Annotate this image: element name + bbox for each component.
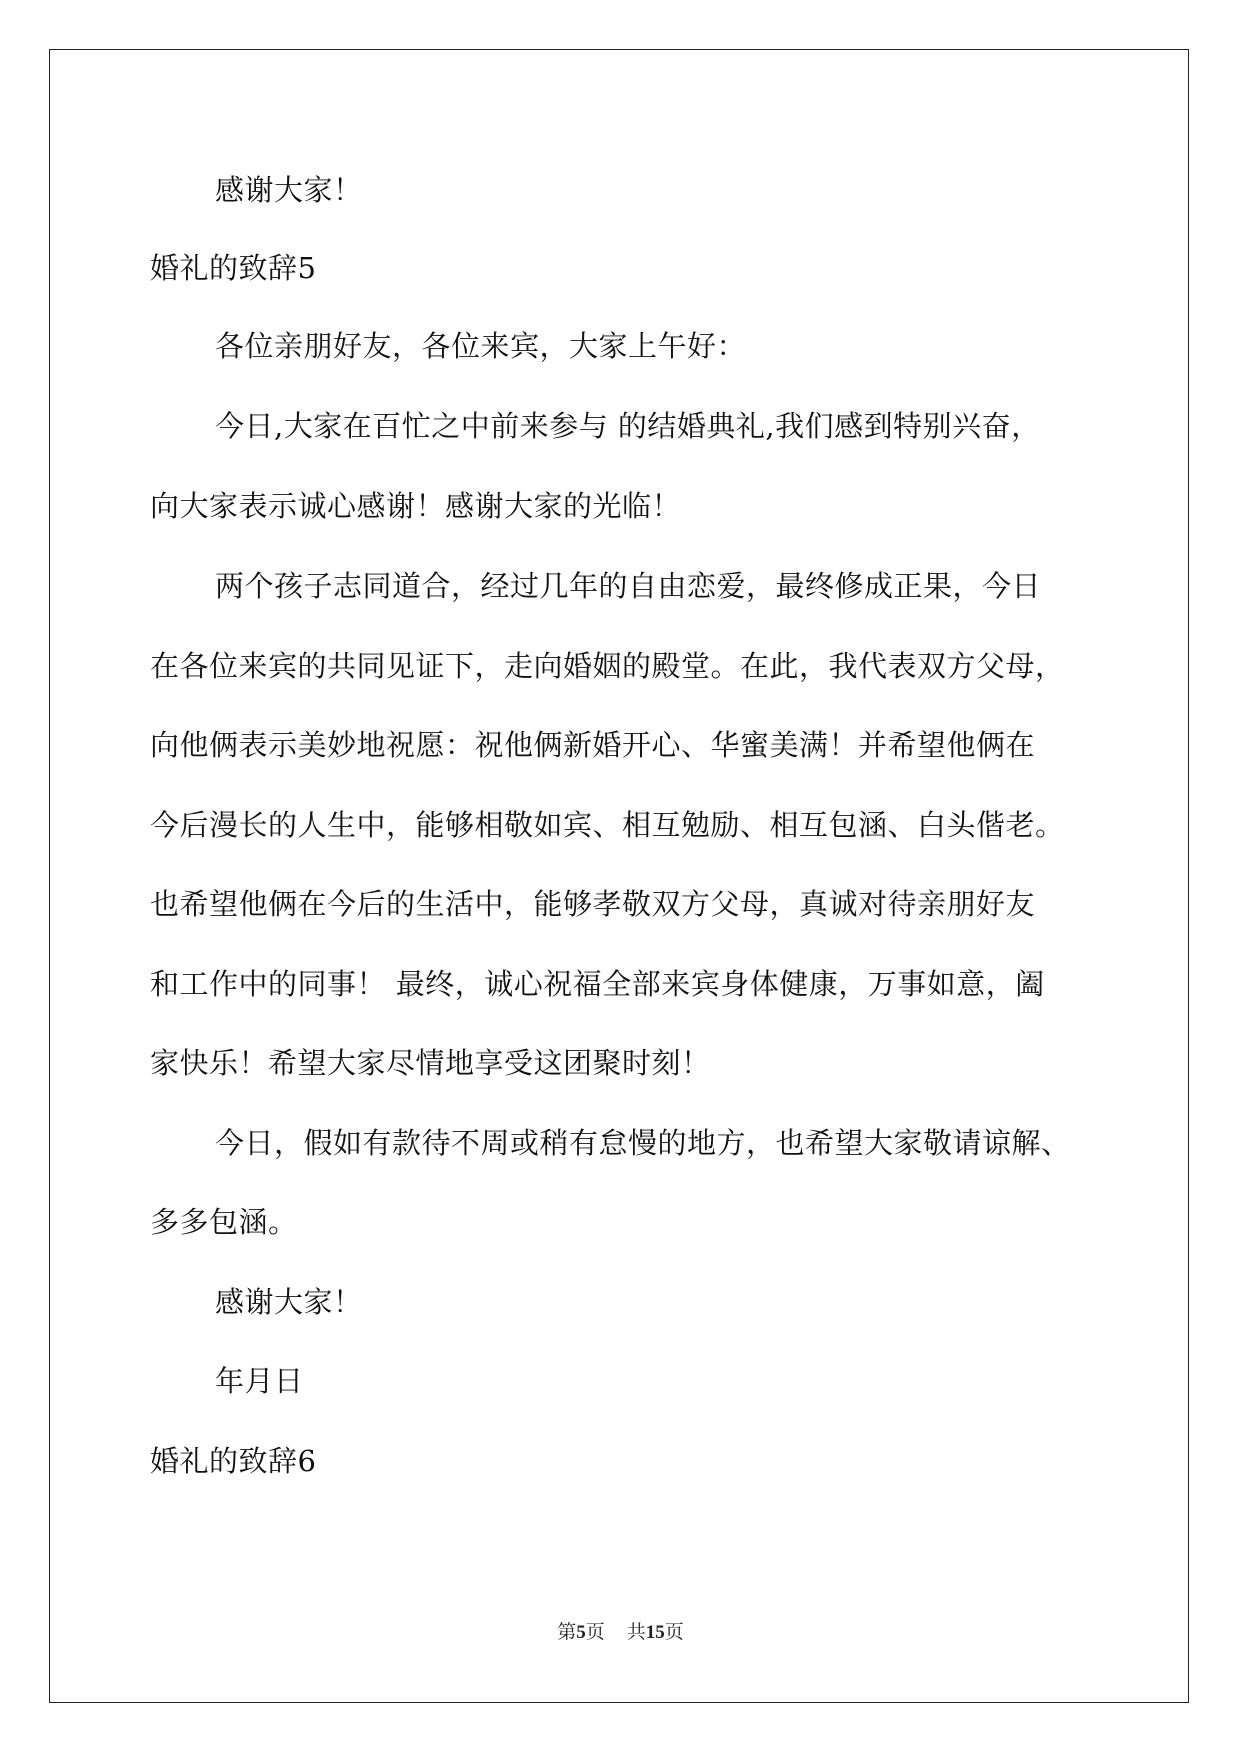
closing-thanks-2: 感谢大家！ [215, 1285, 363, 1319]
paragraph-2-line-6: 和工作中的同事！ 最终，诚心祝福全部来宾身体健康，万事如意，阖 [150, 967, 1045, 1001]
total-prefix: 共 [626, 1621, 646, 1643]
total-pages: 15 [645, 1622, 665, 1643]
section-heading-5: 婚礼的致辞5 [150, 251, 317, 285]
paragraph-1-line-2: 向大家表示诚心感谢！感谢大家的光临！ [150, 489, 682, 523]
greeting-line: 各位亲朋好友，各位来宾，大家上午好： [215, 329, 747, 363]
total-suffix: 页 [664, 1621, 684, 1643]
page-prefix: 第 [557, 1621, 577, 1643]
paragraph-2-line-2: 在各位来宾的共同见证下，走向婚姻的殿堂。在此，我代表双方父母， [150, 649, 1065, 683]
paragraph-2-line-7: 家快乐！希望大家尽情地享受这团聚时刻！ [150, 1046, 711, 1080]
closing-thanks-1: 感谢大家！ [215, 173, 363, 207]
paragraph-2-line-5: 也希望他俩在今后的生活中，能够孝敬双方父母，真诚对待亲朋好友 [150, 887, 1036, 921]
paragraph-1-line-1: 今日,大家在百忙之中前来参与 的结婚典礼,我们感到特别兴奋， [215, 409, 1041, 443]
paragraph-2-line-1: 两个孩子志同道合，经过几年的自由恋爱，最终修成正果，今日 [215, 569, 1042, 603]
paragraph-3-line-1: 今日，假如有款待不周或稍有怠慢的地方，也希望大家敬请谅解、 [215, 1126, 1071, 1160]
page-footer [0, 1620, 1241, 1645]
paragraph-2-line-3: 向他俩表示美妙地祝愿：祝他俩新婚开心、华蜜美满！并希望他俩在 [150, 728, 1036, 762]
paragraph-2-line-4: 今后漫长的人生中，能够相敬如宾、相互勉励、相互包涵、白头偕老。 [150, 808, 1065, 842]
page-suffix: 页 [585, 1621, 605, 1643]
section-heading-6: 婚礼的致辞6 [150, 1444, 317, 1478]
date-line: 年月日 [215, 1364, 304, 1398]
paragraph-3-line-2: 多多包涵。 [150, 1205, 298, 1239]
page-number: 5 [576, 1622, 586, 1643]
